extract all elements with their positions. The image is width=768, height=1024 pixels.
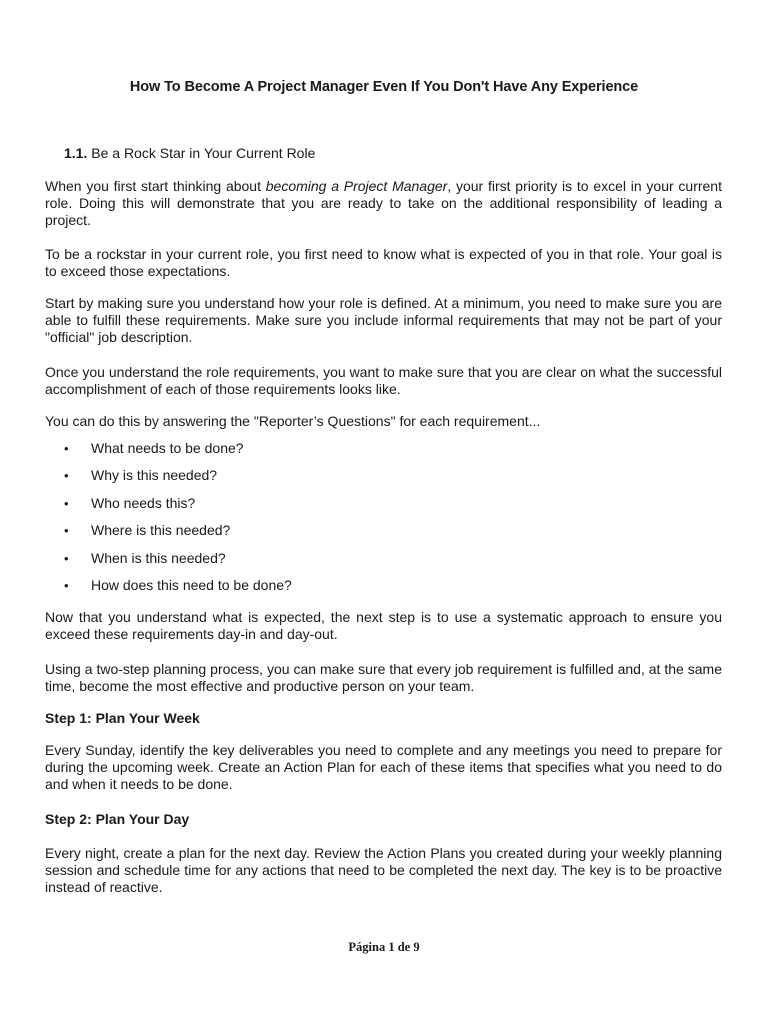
list-item <box>45 495 292 522</box>
list-item <box>45 550 292 577</box>
section-number: 1.1. <box>64 145 88 161</box>
bullet-icon: • <box>64 577 69 593</box>
list-item <box>45 577 292 604</box>
bullet-icon: • <box>64 523 69 539</box>
paragraph-4 <box>45 364 722 398</box>
paragraph-7 <box>45 661 722 695</box>
bullet-icon: • <box>64 441 69 456</box>
paragraph-3-text: Start by making sure you understand how your role is defined. At a minimum, you need to make sure you are able to fulfill these requirements. Make sure you include informal requirements that may not be part of your "official" job description. <box>45 295 722 345</box>
section-heading-text: Be a Rock Star in Your Current Role <box>91 145 316 161</box>
step-2-heading: Step 2: Plan Your Day <box>45 811 190 827</box>
paragraph-8-text: Every Sunday, identify the key deliverables you need to complete and any meetings you need to prepare for during the upcoming week. Create an Action Plan for each of these items that specifies what you need to do and when it needs to be done. <box>45 742 722 792</box>
list-item-text: What needs to be done? <box>91 440 244 456</box>
list-item-text: Why is this needed? <box>91 467 218 484</box>
paragraph-2-text: To be a rockstar in your current role, you first need to know what is expected of you in that role. Your goal is to exceed those expectations. <box>45 246 722 279</box>
paragraph-8 <box>45 742 722 793</box>
paragraph-9-text: Every night, create a plan for the next day. Review the Action Plans you created during your weekly planning session and schedule time for any actions that need to be completed the next day. The key is to be proactive instead of reactive. <box>45 845 722 895</box>
section-heading <box>64 145 315 161</box>
list-item <box>45 522 292 549</box>
step-1-heading: Step 1: Plan Your Week <box>45 710 200 726</box>
paragraph-4-text: Once you understand the role requirements, you want to make sure that you are clear on what the successful accomplishment of each of those requirements looks like. <box>45 364 722 397</box>
bullet-icon: • <box>64 495 69 511</box>
bullet-icon: • <box>64 468 69 484</box>
paragraph-1-italic: becoming a Project Manager <box>265 178 448 194</box>
list-item-text: How does this need to be done? <box>91 576 292 593</box>
document-title: How To Become A Project Manager Even If You Don't Have Any Experience <box>129 79 639 95</box>
paragraph-1-start: When you first start thinking about <box>45 178 266 194</box>
paragraph-7-text: Using a two-step planning process, you can make sure that every job requirement is fulfilled and, at the same time, become the most effective and productive person on your team. <box>45 661 722 694</box>
reporter-questions-list <box>45 440 292 604</box>
paragraph-1 <box>45 178 722 229</box>
page-footer: Página 1 de 9 <box>348 940 420 954</box>
list-item-text: Where is this needed? <box>91 522 231 539</box>
list-item-text: When is this needed? <box>91 549 226 566</box>
list-item <box>45 440 292 467</box>
paragraph-6 <box>45 609 722 643</box>
paragraph-6-text: Now that you understand what is expected, the next step is to use a systematic approach to ensure you exceed these requirements day-in and day-out. <box>45 609 722 642</box>
bullet-icon: • <box>64 550 69 566</box>
list-item-text: Who needs this? <box>91 494 196 511</box>
paragraph-5-text: You can do this by answering the "Reporter’s Questions" for each requirement... <box>45 413 541 429</box>
paragraph-1-end: , your first priority is to excel in your current role. Doing this will demonstrate that you are ready to take on the additional responsibility of leading a project. <box>45 178 722 228</box>
paragraph-3 <box>45 295 722 346</box>
paragraph-5 <box>45 413 722 430</box>
list-item <box>45 467 292 494</box>
paragraph-2 <box>45 246 722 280</box>
paragraph-9 <box>45 845 722 896</box>
